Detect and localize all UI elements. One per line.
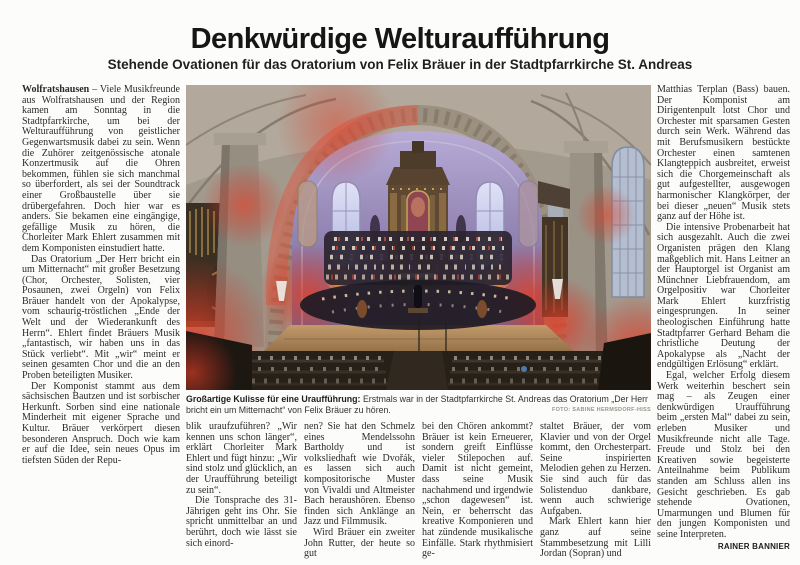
column-6 — [657, 85, 790, 560]
article-body — [22, 84, 790, 560]
paragraph: Das Oratorium „Der Herr bricht ein um Mitternacht“ mit großer Besetzung (Chor, Orchester, Solisten, vier Posaunen, zwei Orgeln) von Felix Bräuer handelt von der Apokalypse, vom schaurig-tröstlichen „Ende der Welt und der Wiederankunft des Herrn“. Ehlert findet Bräuers Musik „fantastisch, wir haben uns in das Stück verliebt“. Mit „wir“ meint er seinen gesamten Chor und die an den Proben beteiligten Musiker. — [22, 253, 180, 382]
paragraph: staltet Bräuer, der vom Klavier und von der Orgel kommt, den Orchesterpart. Seine inspirierten Melodien gehen zu Herzen. Sie sind auch für das Solistenduo dankbare, wenn auch schwierige Aufgaben. — [540, 421, 651, 517]
column-3 — [304, 422, 415, 560]
paragraph — [657, 370, 790, 552]
dateline: Wolfratshausen — [22, 84, 90, 95]
column-5 — [540, 422, 651, 560]
paragraph-text: – Viele Musikfreunde aus Wolfratshausen und der Region kamen am Sonntag in die Stadtpfarrkirche, um bei der Welturaufführung von geistlicher Gegenwartsmusik dabei zu sein. Wenn die Zuhörer zeitgenössische atonale Konzertmusik auf die Ohren bekommen, fühlen sie sich manchmal so überfordert, als sei der Soundtrack einer Großbaustelle über sie drübergefahren. Doch hier war es anders. Sie bekamen eine eingängige, gefällige Musik zu hören, die Chorleiter Mark Ehlert zusammen mit dem Komponisten einstudiert hatte. — [22, 84, 180, 254]
page-title: Denkwürdige Welturaufführung — [190, 23, 610, 55]
paragraph: Die Tonsprache des 31-Jährigen geht ins Ohr. Sie spricht unmittelbar an und berührt, doch wie lässt sie sich einord- — [186, 495, 297, 549]
photo-figure — [186, 85, 651, 416]
photo-caption — [186, 394, 651, 416]
paragraph: Wird Bräuer ein zweiter John Rutter, der heute so gut — [304, 526, 415, 560]
paragraph-text: Egal, welcher Erfolg diesem Werk weiterhin beschert sein mag – als Zeugen einer denkwürdigen Uraufführung beim „ersten Mal“ dabei zu sein, erleben Musiker und Musikfreunde nicht alle Tage. Freude und Stolz bei den Kreativen sowie begeisterte Anteilnahme beim Publikum standen am Schluss allen ins Gesicht geschrieben. Es gab stehende Ovationen, Umarmungen und Blumen für den jungen Komponisten und seine Interpreten. — [657, 370, 790, 540]
photo-credit: FOTO: SABINE HERMSDORF-HISS — [551, 407, 651, 413]
author-byline: RAINER BANNIER — [717, 542, 790, 552]
paragraph: nen? Sie hat den Schmelz eines Mendelssohn Bartholdy und ist volksliedhaft wie Dvořák, es lassen sich auch kompositorische Muster von Vivaldi und Altmeister Bach heraushören. Ebenso finden sich Anklänge an Jazz und Filmmusik. — [304, 421, 415, 528]
subtitle: Stehende Ovationen für das Oratorium von Felix Bräuer in der Stadtpfarrkirche St. Andreas — [107, 57, 693, 73]
church-concert-photo — [186, 85, 651, 390]
masthead — [0, 24, 800, 73]
caption-text: Erstmals war in der Stadtpfarrkirche St. Andreas das Oratorium „Der Herr bricht ein um Mitternacht“ von Felix Bräuer zu hören. — [186, 394, 648, 415]
lower-columns — [186, 422, 651, 560]
paragraph — [22, 85, 180, 255]
paragraph: Die intensive Probenarbeit hat sich ausgezahlt. Auch die zwei Organisten prägen den Klang maßgeblich mit. Hans Leitner an der Hauptorgel ist Organist am Münchner Liebfrauendom, am Orgelpositiv war Chorleiter Mark Ehlert kurzfristig eingesprungen. In seiner theologischen Einführung hatte Stadtpfarrer Gerhard Beham die christliche Deutung der Apokalypse als „Nacht der endgültigen Erlösung“ erklärt. — [657, 221, 790, 371]
paragraph: blik uraufzuführen? „Wir kennen uns schon länger“, erklärt Chorleiter Mark Ehlert und fügt hinzu: „Wir sind stolz und glücklich, an der Uraufführung beteiligt zu sein“. — [186, 421, 297, 496]
paragraph: Matthias Terplan (Bass) bauen. Der Komponist am Dirigentenpult lotst Chor und Orchester mit sparsamen Gesten durch sein Werk. Während das mit Berufsmusikern bestückte Orchester einen samtenen Klangteppich ausbreitet, erweist sich die Chorgemeinschaft als gut aufgestellter, ausgewogen harmonischer Klangkörper, der bei dieser „neuen“ Musik stets ganz auf der Höhe ist. — [657, 84, 790, 223]
paragraph: bei den Chören ankommt? Bräuer ist kein Erneuerer, sondern greift Einflüsse vieler Stilepochen auf. Damit ist nicht gemeint, dass seine Musik nachahmend und irgendwie „schon dagewesen“ ist. Nein, er beherrscht das kreative Komponieren und hat zündende musikalische Einfälle. Stark rhythmisiert ge- — [422, 421, 533, 560]
column-4 — [422, 422, 533, 560]
center-block — [186, 85, 651, 560]
caption-lead: Großartige Kulisse für eine Uraufführung: — [186, 394, 361, 404]
column-1 — [22, 85, 180, 560]
paragraph: Der Komponist stammt aus dem sächsischen Bautzen und ist sorbischer Herkunft. Sorben sind eine nationale Minderheit mit eigener Sprache und Kultur. Bräuer verkörpert diesen besonderen Anspruch. Doch wie kam er auf die Idee, sein neues Opus im tiefsten Süden der Repu- — [22, 380, 180, 466]
column-2 — [186, 422, 297, 560]
paragraph: Mark Ehlert kann hier ganz auf seine Stammbesetzung mit Lilli Jordan (Sopran) und — [540, 516, 651, 560]
